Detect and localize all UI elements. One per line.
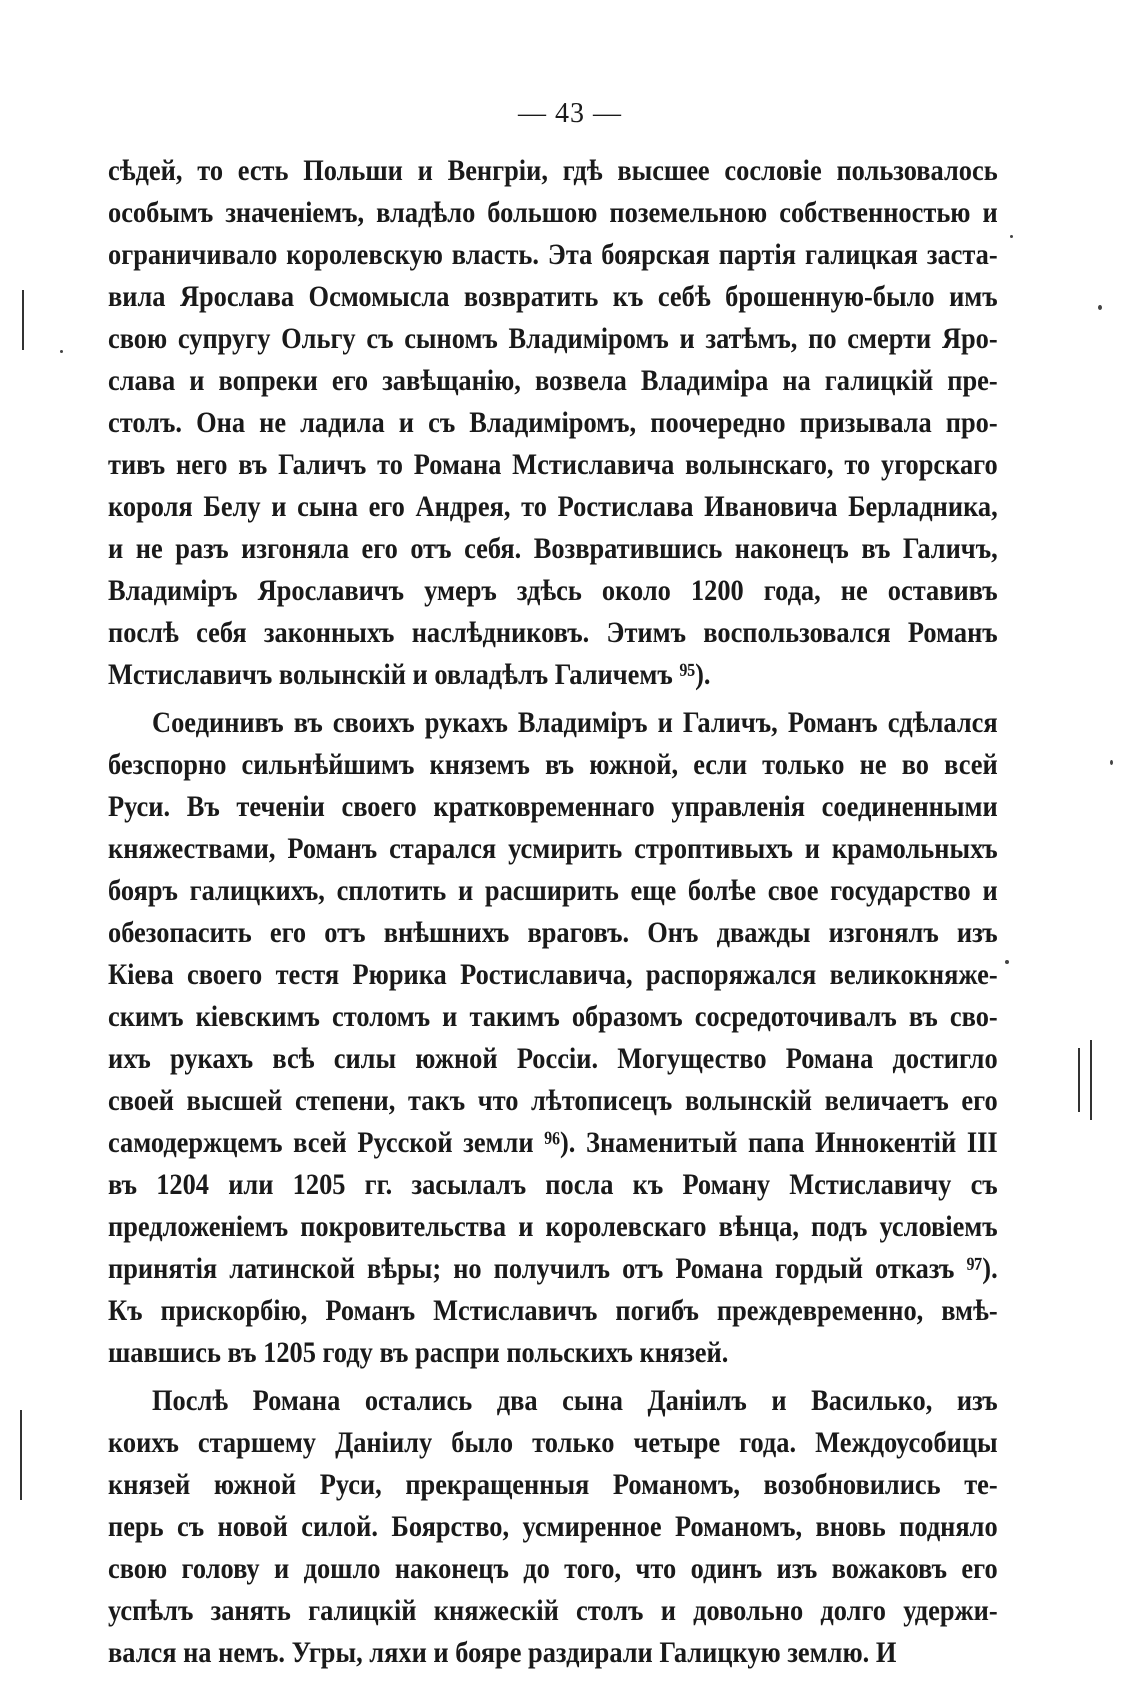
text-line: слава и вопреки его завѣщанію, возвела Владиміра на галицкій пре- [108, 364, 998, 397]
text-line: сѣдей, то есть Польши и Венгріи, гдѣ высшее сословіе пользовалось [108, 154, 998, 187]
text-line: княжествами, Романъ старался усмирить строптивыхъ и крамольныхъ [108, 832, 998, 865]
text-line: короля Белу и сына его Андрея, то Ростислава Ивановича Берладника, [108, 490, 998, 523]
text-line: своей высшей степени, такъ что лѣтописецъ волынскій величаетъ его [108, 1084, 998, 1117]
text-line: безспорно сильнѣйшимъ княземъ въ южной, если только не во всей [108, 748, 998, 781]
text-line: князей южной Руси, прекращенныя Романомъ, возобновились те- [108, 1468, 998, 1501]
text-line: Кіева своего тестя Рюрика Ростиславича, распоряжался великокняже- [108, 958, 998, 991]
scan-dot [1098, 305, 1102, 310]
text-line: послѣ себя законныхъ наслѣдниковъ. Этимъ воспользовался Романъ [108, 616, 998, 649]
scan-dot [1005, 960, 1009, 964]
text-line: Мстиславичъ волынскій и овладѣлъ Галичемъ ⁹⁵). [108, 658, 711, 691]
page-number: — 43 — [518, 98, 622, 129]
text-line: Соединивъ въ своихъ рукахъ Владиміръ и Галичъ, Романъ сдѣлался [152, 706, 998, 739]
text-line: свою голову и дошло наконецъ до того, что одинъ изъ вожаковъ его [108, 1552, 998, 1585]
text-line: самодержцемъ всей Русской земли ⁹⁶). Знаменитый папа Иннокентій III [108, 1126, 998, 1159]
text-line: Руси. Въ теченіи своего кратковременнаго управленія соединенными [108, 790, 998, 823]
margin-mark [1090, 1040, 1092, 1120]
text-line: успѣлъ занять галицкій княжескій столъ и довольно долго удержи- [108, 1594, 998, 1627]
text-line: вался на немъ. Угры, ляхи и бояре раздирали Галицкую землю. И [108, 1636, 897, 1669]
margin-mark [20, 1410, 22, 1500]
text-line: предложеніемъ покровительства и королевскаго вѣнца, подъ условіемъ [108, 1210, 998, 1243]
paragraph [108, 1380, 998, 1674]
text-line: скимъ кіевскимъ столомъ и такимъ образомъ сосредоточивалъ въ сво- [108, 1000, 998, 1033]
scan-dot [1110, 760, 1113, 765]
text-line: вила Ярослава Осмомысла возвратить къ себѣ брошенную-было имъ [108, 280, 998, 313]
text-line: въ 1204 или 1205 гг. засылалъ посла къ Роману Мстиславичу съ [108, 1168, 998, 1201]
text-line: ихъ рукахъ всѣ силы южной Россіи. Могущество Романа достигло [108, 1042, 998, 1075]
paragraph [108, 150, 998, 696]
margin-mark [1078, 1048, 1080, 1112]
text-line: бояръ галицкихъ, сплотить и расширить еще болѣе свое государство и [108, 874, 998, 907]
body-text [108, 150, 998, 1674]
text-line: тивъ него въ Галичъ то Романа Мстиславича волынскаго, то угорскаго [108, 448, 998, 481]
text-line: перь съ новой силой. Боярство, усмиренное Романомъ, вновь подняло [108, 1510, 998, 1543]
text-line: столъ. Она не ладила и съ Владиміромъ, поочередно призывала про- [108, 406, 998, 439]
text-line: свою супругу Ольгу съ сыномъ Владиміромъ и затѣмъ, по смерти Яро- [108, 322, 998, 355]
text-line: Владиміръ Ярославичъ умеръ здѣсь около 1200 года, не оставивъ [108, 574, 998, 607]
text-line: Къ прискорбію, Романъ Мстиславичъ погибъ преждевременно, вмѣ- [108, 1294, 998, 1327]
text-line: и не разъ изгоняла его отъ себя. Возвратившись наконецъ въ Галичъ, [108, 532, 998, 565]
text-line: Послѣ Романа остались два сына Даніилъ и Василько, изъ [152, 1384, 998, 1417]
text-line: шавшись въ 1205 году въ распри польскихъ князей. [108, 1336, 729, 1369]
text-line: обезопасить его отъ внѣшнихъ враговъ. Онъ дважды изгонялъ изъ [108, 916, 998, 949]
text-line: ограничивало королевскую власть. Эта боярская партія галицкая заста- [108, 238, 998, 271]
scan-dot [60, 350, 63, 353]
margin-mark [22, 290, 24, 350]
text-line: особымъ значеніемъ, владѣло большою поземельною собственностью и [108, 196, 998, 229]
paragraph [108, 702, 998, 1374]
text-line: принятія латинской вѣры; но получилъ отъ Романа гордый отказъ ⁹⁷). [108, 1252, 998, 1285]
text-line: коихъ старшему Даніилу было только четыре года. Междоусобицы [108, 1426, 998, 1459]
scan-dot [1010, 235, 1013, 238]
